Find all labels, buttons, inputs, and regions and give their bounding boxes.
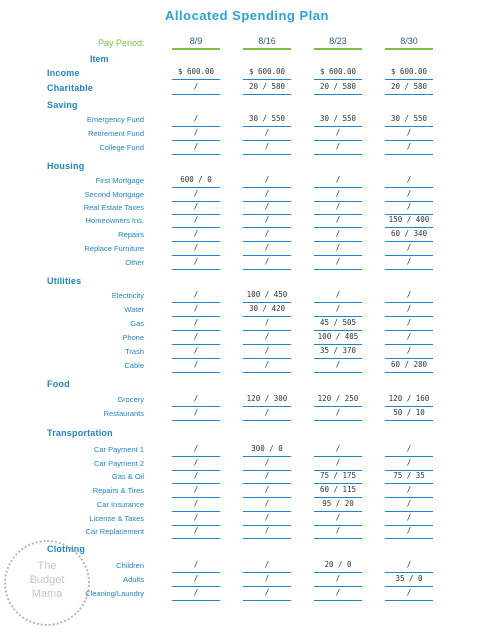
amount-cell[interactable]: $ 600.00 [319, 67, 357, 76]
entry-underline [243, 154, 291, 155]
amount-cell[interactable]: 20 / 0 [324, 560, 352, 569]
amount-cell[interactable]: / [193, 360, 199, 369]
amount-cell[interactable]: / [406, 499, 412, 508]
amount-cell[interactable]: / [264, 128, 270, 137]
amount-cell[interactable]: / [193, 82, 199, 91]
amount-cell[interactable]: 20 / 580 [248, 82, 286, 91]
entry-underline [314, 269, 362, 270]
logo-line-2: Budget [29, 574, 65, 586]
amount-cell[interactable]: / [193, 346, 199, 355]
amount-cell[interactable]: 30 / 420 [248, 304, 286, 313]
item-label: Gas [130, 319, 144, 328]
entry-underline [172, 154, 220, 155]
item-label: Car Insurance [96, 500, 144, 509]
entry-underline [243, 79, 291, 80]
amount-cell[interactable]: / [193, 114, 199, 123]
amount-cell[interactable]: / [264, 360, 270, 369]
entry-underline [243, 372, 291, 373]
amount-cell[interactable]: / [264, 202, 270, 211]
amount-cell[interactable]: / [406, 142, 412, 151]
amount-cell[interactable]: 300 / 0 [251, 444, 283, 453]
amount-cell[interactable]: / [264, 526, 270, 535]
amount-cell[interactable]: 120 / 160 [388, 394, 430, 403]
amount-cell[interactable]: 30 / 550 [248, 114, 286, 123]
section-heading: Housing [47, 161, 85, 171]
amount-cell[interactable]: 60 / 280 [390, 360, 428, 369]
item-label: Car Replacement [85, 527, 144, 536]
amount-cell[interactable]: 75 / 175 [319, 471, 357, 480]
period-header: 8/16 [258, 36, 276, 46]
item-label: First Mortgage [95, 176, 144, 185]
amount-cell[interactable]: 100 / 405 [317, 332, 359, 341]
entry-underline [172, 79, 220, 80]
amount-cell[interactable]: 150 / 400 [388, 215, 430, 224]
amount-cell[interactable]: / [406, 202, 412, 211]
amount-cell[interactable]: 35 / 0 [395, 574, 423, 583]
amount-cell[interactable]: / [406, 588, 412, 597]
amount-cell[interactable]: / [264, 458, 270, 467]
amount-cell[interactable]: / [193, 499, 199, 508]
amount-cell[interactable]: 95 / 20 [322, 499, 354, 508]
item-label: Other [125, 258, 144, 267]
item-label: License & Taxes [89, 514, 144, 523]
amount-cell[interactable]: / [335, 588, 341, 597]
entry-underline [314, 79, 362, 80]
period-underline [314, 48, 362, 50]
amount-cell[interactable]: / [193, 215, 199, 224]
amount-cell[interactable]: 600 / 0 [180, 175, 212, 184]
amount-cell[interactable]: / [193, 471, 199, 480]
amount-cell[interactable]: / [406, 257, 412, 266]
period-underline [385, 48, 433, 50]
section-heading: Clothing [47, 544, 86, 554]
period-underline [243, 48, 291, 50]
period-underline [172, 48, 220, 50]
entry-underline [243, 269, 291, 270]
item-label: Retirement Fund [88, 129, 144, 138]
item-label: Phone [122, 333, 144, 342]
item-label: Children [116, 561, 144, 570]
amount-cell[interactable]: / [406, 458, 412, 467]
amount-cell[interactable]: / [193, 588, 199, 597]
entry-underline [243, 600, 291, 601]
amount-cell[interactable]: / [406, 175, 412, 184]
item-label: Gas & Oil [111, 472, 144, 481]
amount-cell[interactable]: / [193, 304, 199, 313]
entry-underline [314, 94, 362, 95]
amount-cell[interactable]: / [335, 257, 341, 266]
amount-cell[interactable]: / [406, 513, 412, 522]
amount-cell[interactable]: / [406, 318, 412, 327]
amount-cell[interactable]: 20 / 580 [319, 82, 357, 91]
amount-cell[interactable]: / [264, 485, 270, 494]
amount-cell[interactable]: / [406, 290, 412, 299]
section-heading: Transportation [47, 428, 113, 438]
amount-cell[interactable]: / [335, 128, 341, 137]
amount-cell[interactable]: / [406, 485, 412, 494]
amount-cell[interactable]: / [406, 444, 412, 453]
amount-cell[interactable]: / [193, 142, 199, 151]
amount-cell[interactable]: / [193, 318, 199, 327]
amount-cell[interactable]: / [193, 332, 199, 341]
amount-cell[interactable]: 120 / 250 [317, 394, 359, 403]
amount-cell[interactable]: / [335, 458, 341, 467]
entry-underline [314, 372, 362, 373]
budget-mama-logo [4, 540, 90, 626]
entry-underline [385, 372, 433, 373]
entry-underline [172, 269, 220, 270]
amount-cell[interactable]: / [264, 574, 270, 583]
item-label: Repairs & Tires [92, 486, 144, 495]
amount-cell[interactable]: 60 / 340 [390, 229, 428, 238]
amount-cell[interactable]: / [193, 458, 199, 467]
amount-cell[interactable]: 30 / 550 [390, 114, 428, 123]
item-label: Restaurants [103, 409, 144, 418]
amount-cell[interactable]: / [193, 290, 199, 299]
entry-underline [172, 600, 220, 601]
entry-underline [172, 372, 220, 373]
amount-cell[interactable]: / [264, 229, 270, 238]
amount-cell[interactable]: / [335, 304, 341, 313]
amount-cell[interactable]: / [335, 444, 341, 453]
item-label: Homeowners Ins. [85, 216, 144, 225]
amount-cell[interactable]: / [335, 526, 341, 535]
category-heading: Income [47, 68, 80, 78]
period-header: 8/9 [189, 36, 203, 46]
logo-line-1: The [37, 560, 57, 572]
entry-underline [385, 94, 433, 95]
amount-cell[interactable]: 100 / 450 [246, 290, 288, 299]
amount-cell[interactable]: / [335, 189, 341, 198]
entry-underline [385, 420, 433, 421]
logo-line-3: Mama [31, 588, 63, 600]
amount-cell[interactable]: / [193, 243, 199, 252]
entry-underline [172, 420, 220, 421]
pay-period-label: Pay Period: [98, 38, 145, 48]
amount-cell[interactable]: 45 / 505 [319, 318, 357, 327]
amount-cell[interactable]: / [406, 526, 412, 535]
amount-cell[interactable]: / [193, 189, 199, 198]
amount-cell[interactable]: / [264, 215, 270, 224]
entry-underline [314, 154, 362, 155]
amount-cell[interactable]: $ 600.00 [177, 67, 215, 76]
amount-cell[interactable]: / [335, 142, 341, 151]
amount-cell[interactable]: / [406, 332, 412, 341]
entry-underline [385, 154, 433, 155]
amount-cell[interactable]: / [335, 243, 341, 252]
amount-cell[interactable]: / [193, 574, 199, 583]
amount-cell[interactable]: / [193, 560, 199, 569]
amount-cell[interactable]: / [406, 189, 412, 198]
entry-underline [314, 538, 362, 539]
period-header: 8/23 [329, 36, 347, 46]
amount-cell[interactable]: / [193, 513, 199, 522]
entry-underline [243, 94, 291, 95]
section-heading: Saving [47, 100, 78, 110]
amount-cell[interactable]: / [264, 499, 270, 508]
entry-underline [243, 538, 291, 539]
amount-cell[interactable]: 60 / 115 [319, 485, 357, 494]
amount-cell[interactable]: / [406, 346, 412, 355]
item-label: Grocery [117, 395, 144, 404]
category-heading: Charitable [47, 83, 94, 93]
amount-cell[interactable]: / [193, 202, 199, 211]
amount-cell[interactable]: 35 / 370 [319, 346, 357, 355]
amount-cell[interactable]: / [335, 574, 341, 583]
item-label: Emergency Fund [86, 115, 144, 124]
amount-cell[interactable]: / [406, 304, 412, 313]
amount-cell[interactable]: / [264, 588, 270, 597]
item-label: Car Payment 2 [93, 459, 144, 468]
item-label: College Fund [99, 143, 144, 152]
amount-cell[interactable]: 50 / 10 [393, 408, 425, 417]
amount-cell[interactable]: / [335, 202, 341, 211]
amount-cell[interactable]: 75 / 35 [393, 471, 425, 480]
amount-cell[interactable]: / [264, 513, 270, 522]
amount-cell[interactable]: / [335, 175, 341, 184]
amount-cell[interactable]: / [193, 229, 199, 238]
amount-cell[interactable]: / [335, 229, 341, 238]
amount-cell[interactable]: / [335, 408, 341, 417]
amount-cell[interactable]: 30 / 550 [319, 114, 357, 123]
amount-cell[interactable]: 120 / 300 [246, 394, 288, 403]
entry-underline [385, 600, 433, 601]
amount-cell[interactable]: / [264, 318, 270, 327]
item-label: Adults [123, 575, 144, 584]
amount-cell[interactable]: / [193, 394, 199, 403]
item-label: Water [124, 305, 144, 314]
amount-cell[interactable]: / [264, 346, 270, 355]
item-label: Replace Furniture [84, 244, 144, 253]
section-heading: Utilities [47, 276, 82, 286]
item-label: Cable [124, 361, 144, 370]
item-label: Car Payment 1 [93, 445, 144, 454]
entry-underline [172, 94, 220, 95]
amount-cell[interactable]: / [264, 257, 270, 266]
amount-cell[interactable]: / [193, 526, 199, 535]
entry-underline [385, 538, 433, 539]
entry-underline [172, 538, 220, 539]
amount-cell[interactable]: / [264, 189, 270, 198]
amount-cell[interactable]: / [264, 471, 270, 480]
amount-cell[interactable]: / [264, 560, 270, 569]
amount-cell[interactable]: / [193, 408, 199, 417]
amount-cell[interactable]: / [406, 560, 412, 569]
item-label: Cleaning/Laundry [85, 589, 144, 598]
amount-cell[interactable]: / [264, 408, 270, 417]
amount-cell[interactable]: / [193, 485, 199, 494]
period-header: 8/30 [400, 36, 418, 46]
amount-cell[interactable]: / [335, 513, 341, 522]
amount-cell[interactable]: / [335, 215, 341, 224]
amount-cell[interactable]: / [406, 243, 412, 252]
amount-cell[interactable]: / [193, 257, 199, 266]
amount-cell[interactable]: / [335, 290, 341, 299]
section-heading: Food [47, 379, 70, 389]
entry-underline [385, 269, 433, 270]
item-label: Repairs [118, 230, 144, 239]
entry-underline [314, 420, 362, 421]
item-column-header: Item [90, 54, 109, 64]
amount-cell[interactable]: / [264, 175, 270, 184]
page-title: Allocated Spending Plan [165, 8, 329, 23]
entry-underline [385, 79, 433, 80]
item-label: Electricity [111, 291, 144, 300]
amount-cell[interactable]: $ 600.00 [390, 67, 428, 76]
amount-cell[interactable]: / [264, 142, 270, 151]
entry-underline [314, 600, 362, 601]
item-label: Trash [125, 347, 144, 356]
amount-cell[interactable]: / [193, 128, 199, 137]
entry-underline [243, 420, 291, 421]
amount-cell[interactable]: / [406, 128, 412, 137]
amount-cell[interactable]: / [335, 360, 341, 369]
item-label: Second Mortgage [84, 190, 144, 199]
item-label: Real Estate Taxes [83, 203, 144, 212]
amount-cell[interactable]: / [264, 332, 270, 341]
amount-cell[interactable]: $ 600.00 [248, 67, 286, 76]
amount-cell[interactable]: 20 / 580 [390, 82, 428, 91]
amount-cell[interactable]: / [264, 243, 270, 252]
amount-cell[interactable]: / [193, 444, 199, 453]
